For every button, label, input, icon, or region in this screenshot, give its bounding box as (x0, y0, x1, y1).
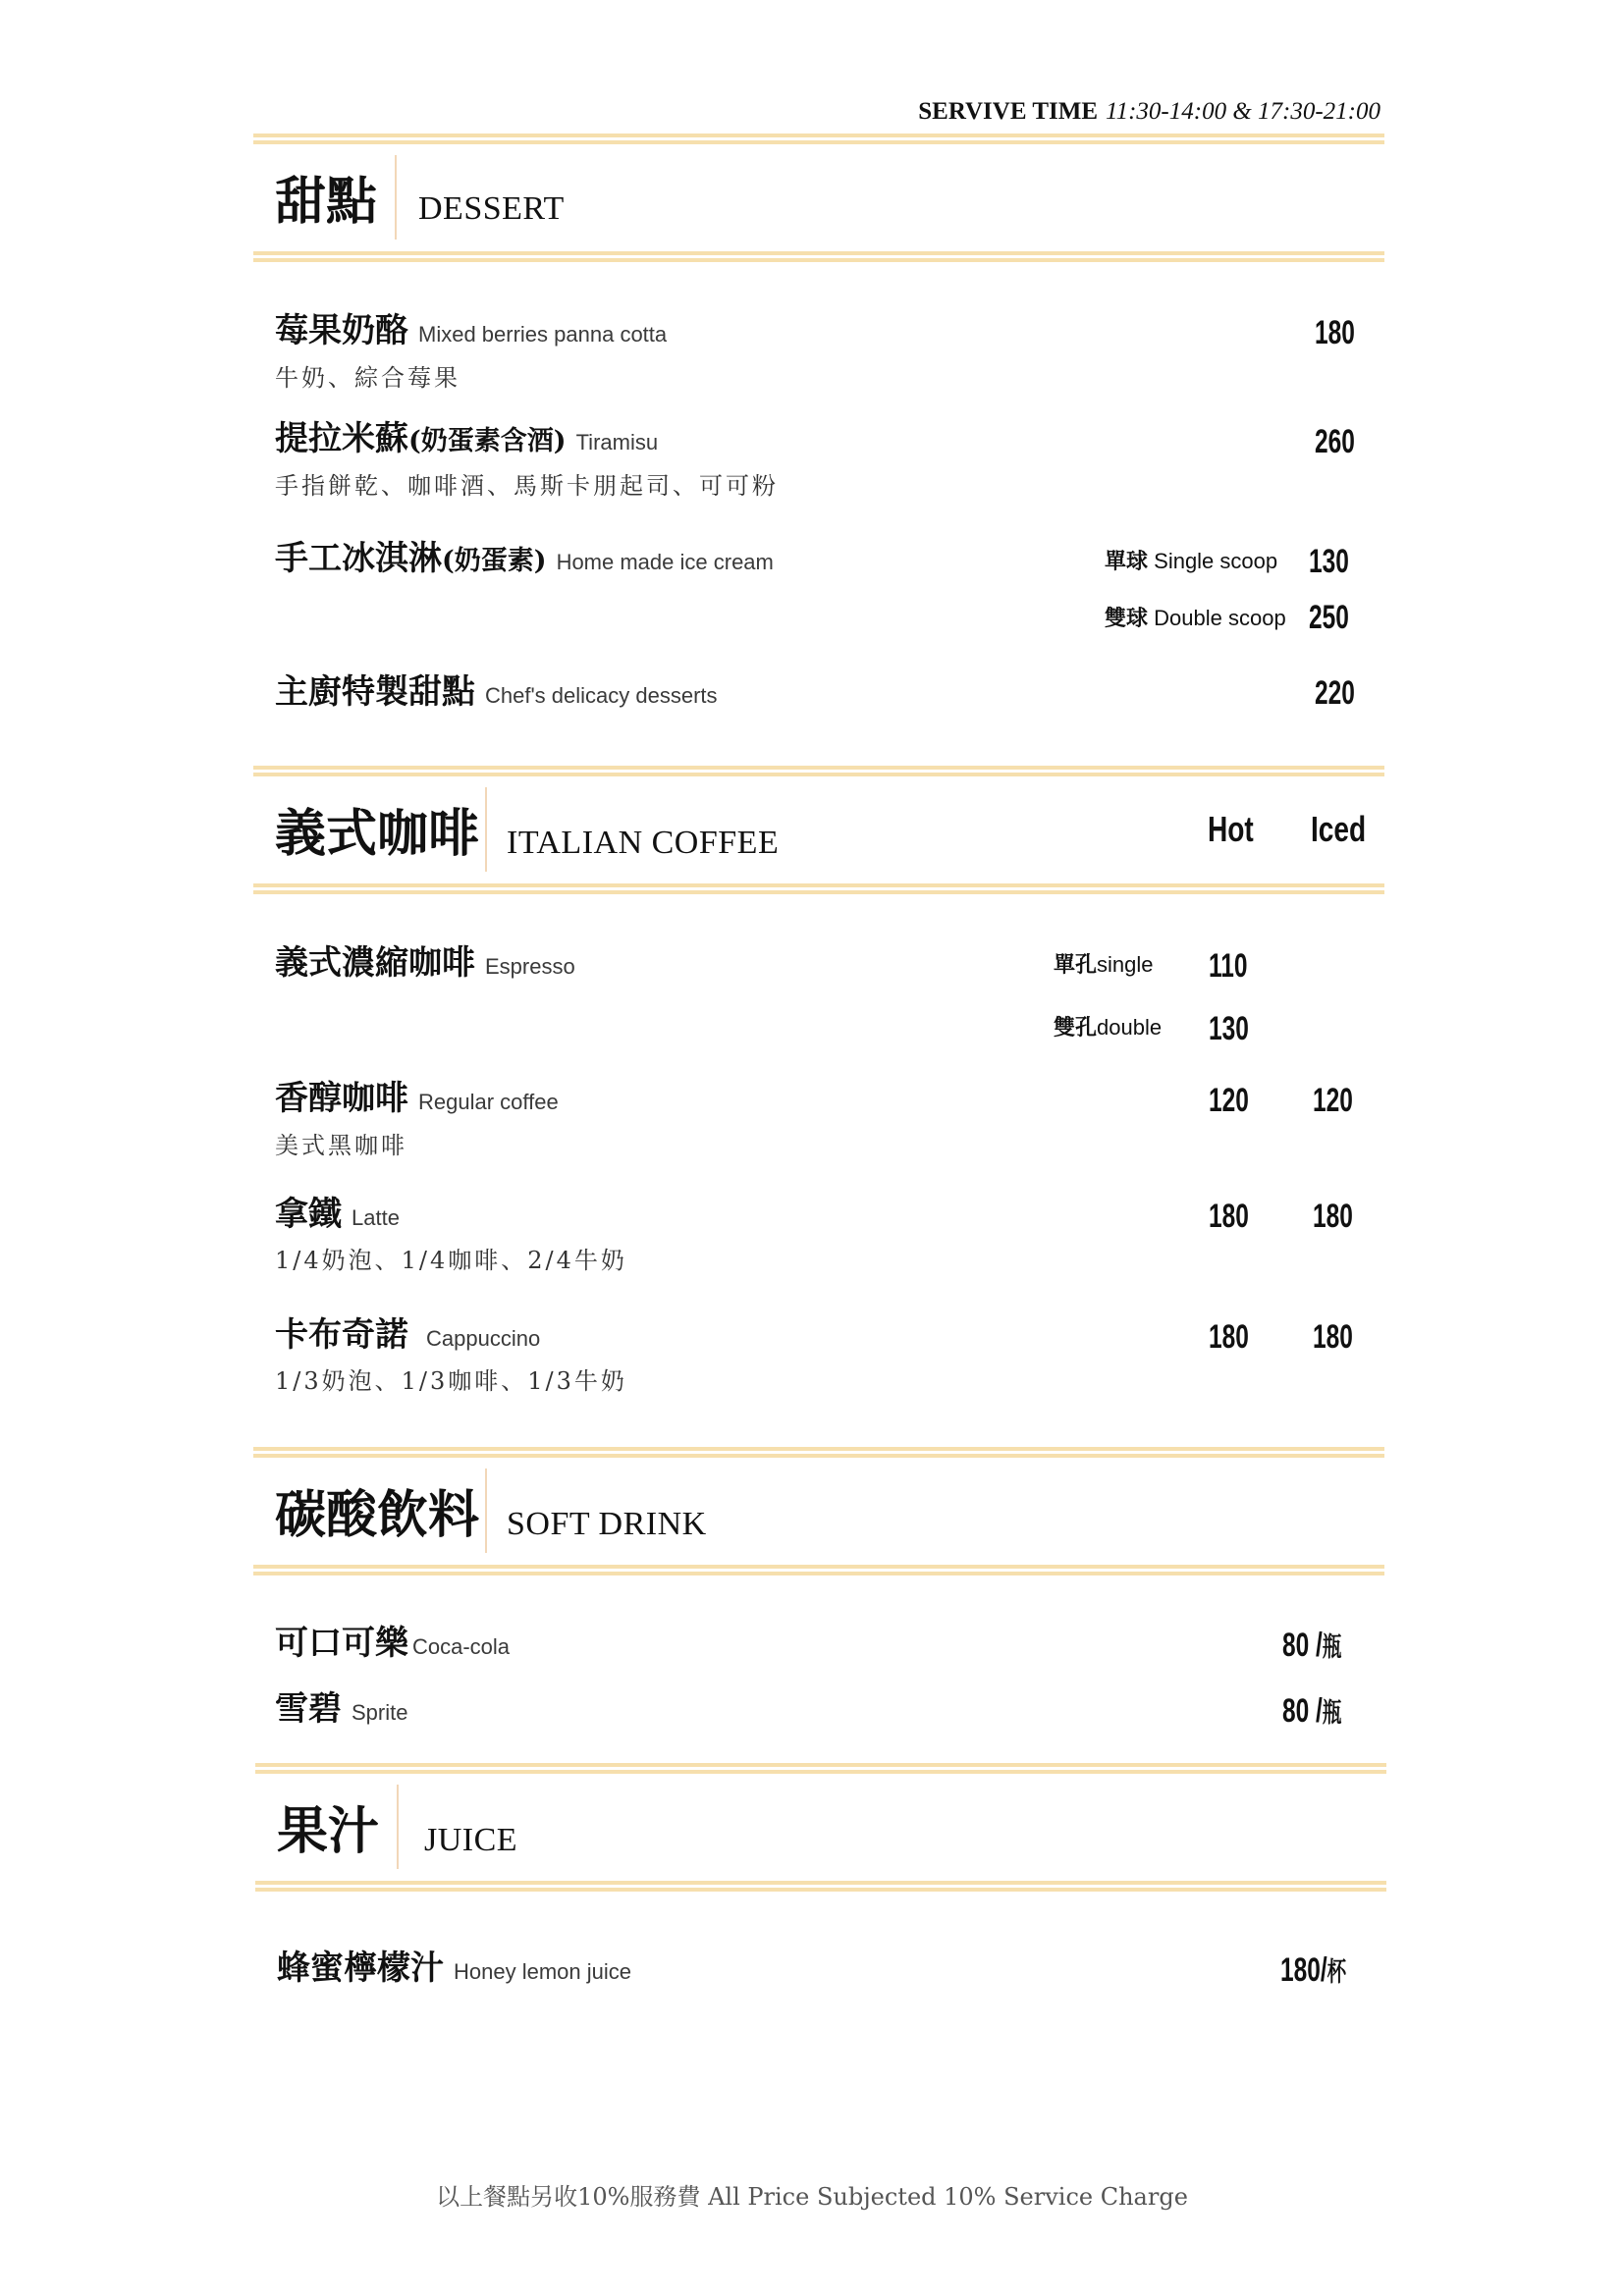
column-header-iced: Iced (1311, 809, 1367, 849)
size-label-en: single (1097, 952, 1154, 977)
item-name-en: Latte (352, 1205, 400, 1230)
divider (253, 883, 1384, 894)
menu-item (275, 1315, 541, 1355)
item-name-zh: 香醇咖啡 (275, 1079, 408, 1118)
item-name-en: Mixed berries panna cotta (418, 322, 668, 347)
item-name-zh: 可口可樂 (275, 1624, 408, 1663)
size-option (1105, 608, 1286, 629)
size-label-en: Double scoop (1154, 606, 1286, 630)
section-title-en: SOFT DRINK (507, 1506, 707, 1542)
divider (255, 1763, 1386, 1774)
size-price: 110 (1209, 947, 1248, 985)
price-hot: 180 (1209, 1198, 1249, 1235)
divider (253, 1447, 1384, 1458)
item-note: (奶蛋素) (442, 546, 547, 576)
item-name-en: Honey lemon juice (454, 1959, 631, 1984)
size-label-en: Single scoop (1154, 549, 1278, 573)
size-label-zh: 雙孔 (1054, 1015, 1098, 1041)
size-price: 130 (1309, 543, 1349, 580)
item-name-en: Tiramisu (575, 430, 659, 454)
item-name-en: Espresso (485, 954, 575, 979)
item-price (1282, 1629, 1341, 1662)
item-name-zh: 拿鐵 (275, 1195, 342, 1234)
section-title-en: ITALIAN COFFEE (507, 825, 780, 861)
item-name-en: Coca-cola (412, 1634, 511, 1659)
menu-item (275, 1689, 408, 1729)
service-time (918, 96, 1380, 126)
price-value: 80 / (1282, 1627, 1323, 1664)
divider (253, 766, 1384, 776)
divider (485, 1468, 487, 1553)
section-title-zh: 果汁 (277, 1801, 380, 1861)
menu-item (275, 1624, 511, 1663)
price-iced: 180 (1313, 1198, 1353, 1235)
service-charge-note: 以上餐點另收10%服務費 All Price Subjected 10% Service Charge (436, 2183, 1188, 2211)
item-name-en: Regular coffee (418, 1090, 559, 1114)
size-option (1105, 551, 1277, 572)
service-time-label: SERVIVE TIME (918, 98, 1098, 125)
divider (253, 251, 1384, 262)
item-name-zh: 主廚特製甜點 (275, 672, 475, 712)
item-description: 1/3奶泡、1/3咖啡、1/3牛奶 (275, 1367, 627, 1395)
price-hot: 120 (1209, 1082, 1249, 1119)
divider (397, 1785, 399, 1869)
column-header-hot: Hot (1208, 809, 1254, 849)
section-title-zh: 甜點 (275, 172, 378, 232)
section-title-zh: 碳酸飲料 (275, 1485, 480, 1545)
item-description: 手指餅乾、咖啡酒、馬斯卡朋起司、可可粉 (275, 472, 779, 500)
item-name-en: Sprite (352, 1700, 408, 1725)
price-value: 180/ (1280, 1951, 1327, 1989)
item-description: 美式黑咖啡 (275, 1132, 407, 1159)
size-option (1054, 954, 1154, 976)
section-title-en: DESSERT (418, 190, 565, 227)
item-price (1282, 1694, 1341, 1728)
item-note: (奶蛋素含酒) (408, 426, 567, 456)
menu-item (275, 1079, 559, 1118)
price-value: 80 / (1282, 1692, 1323, 1730)
section-title-en: JUICE (424, 1822, 518, 1858)
section-title-zh: 義式咖啡 (275, 804, 480, 864)
divider (395, 155, 397, 240)
menu-item (275, 311, 668, 350)
item-name-zh: 莓果奶酪 (275, 311, 408, 350)
price-hot: 180 (1209, 1318, 1249, 1356)
item-description: 1/4奶泡、1/4咖啡、2/4牛奶 (275, 1247, 627, 1274)
price-iced: 120 (1313, 1082, 1353, 1119)
item-name-zh: 蜂蜜檸檬汁 (277, 1949, 444, 1988)
divider (255, 1881, 1386, 1892)
service-time-hours: 11:30-14:00 & 17:30-21:00 (1105, 98, 1380, 125)
item-name-zh: 義式濃縮咖啡 (275, 943, 475, 983)
item-name-en: Chef's delicacy desserts (485, 683, 718, 708)
size-label-en: double (1097, 1015, 1163, 1040)
size-price: 250 (1309, 599, 1349, 636)
price-unit: 瓶 (1322, 1632, 1342, 1663)
price-unit: 瓶 (1322, 1698, 1342, 1729)
item-description: 牛奶、綜合莓果 (275, 364, 460, 392)
size-price: 130 (1209, 1010, 1249, 1047)
menu-item (275, 943, 575, 983)
item-name-zh: 雪碧 (275, 1689, 342, 1729)
item-name-en: Cappuccino (426, 1326, 541, 1351)
item-price (1280, 1953, 1346, 1987)
price-iced: 180 (1313, 1318, 1353, 1356)
item-name-zh: 提拉米蘇 (275, 419, 408, 458)
item-price: 180 (1315, 314, 1355, 351)
size-label-zh: 雙球 (1105, 606, 1149, 631)
item-price: 220 (1315, 674, 1355, 712)
size-option (1054, 1017, 1162, 1039)
menu-item (275, 539, 774, 578)
item-name-zh: 卡布奇諾 (275, 1315, 408, 1355)
size-label-zh: 單孔 (1054, 952, 1098, 978)
menu-item (275, 1195, 400, 1234)
divider (253, 1565, 1384, 1575)
divider (253, 133, 1384, 144)
item-name-en: Home made ice cream (556, 550, 774, 574)
menu-item (275, 419, 659, 458)
item-price: 260 (1315, 423, 1355, 460)
menu-item (275, 672, 718, 712)
item-name-zh: 手工冰淇淋 (275, 539, 442, 578)
size-label-zh: 單球 (1105, 549, 1149, 574)
menu-item (277, 1949, 631, 1988)
price-unit: 杯 (1326, 1957, 1347, 1988)
divider (485, 787, 487, 872)
